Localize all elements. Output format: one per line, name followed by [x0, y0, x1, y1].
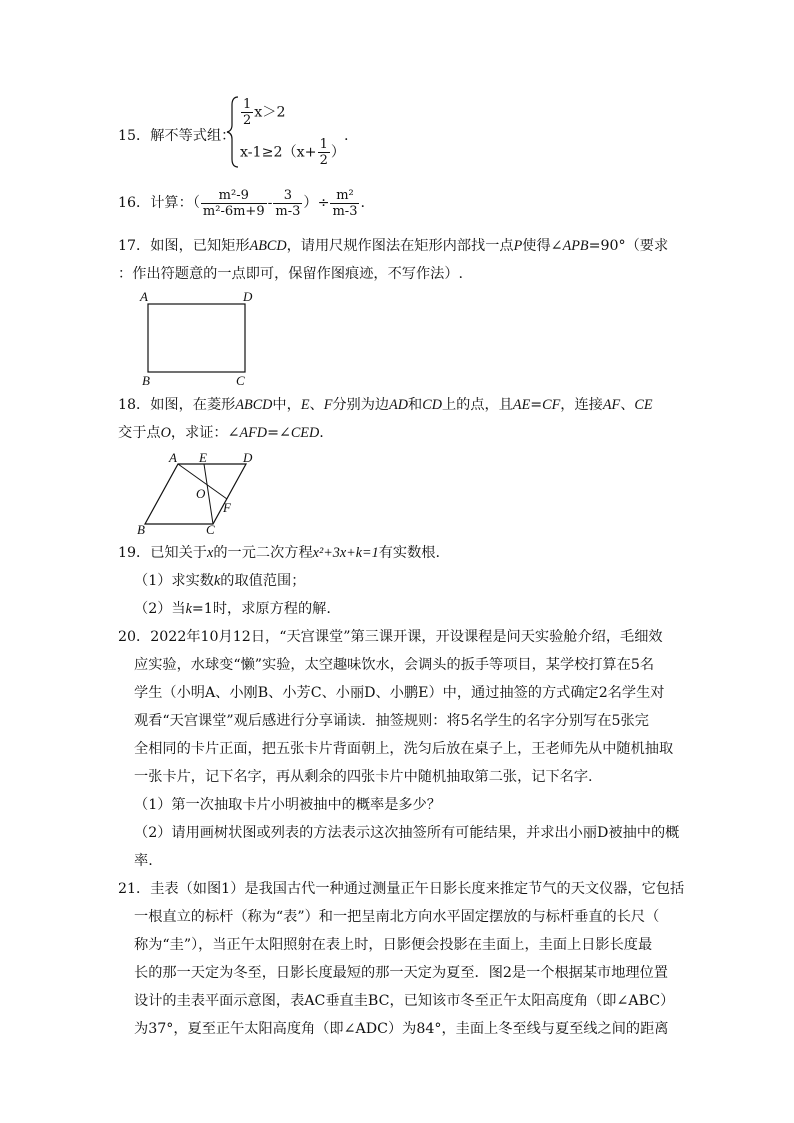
- q19-t5: 的取值范围；: [220, 573, 306, 589]
- q16-label: 16．计算：（: [118, 195, 200, 211]
- q19-eq: x²+3x+k=1: [312, 545, 379, 561]
- q15-row1-num: 1: [243, 97, 252, 112]
- q20-sub-2: （2）请用画树状图或列表的方法表示这次抽签所有可能结果，并求出小丽D被抽中的概: [134, 825, 680, 841]
- label-c: C: [236, 373, 245, 388]
- label-c: C: [206, 522, 215, 537]
- q16-end: .: [360, 195, 365, 211]
- q20-line-2: 应实验，水球变“懒”实验，太空趣味饮水，会调头的扳手等项目，某学校打算在5名: [134, 657, 655, 673]
- q17-line-1: [118, 236, 668, 256]
- q19-t7: =1时，求原方程的解.: [191, 601, 331, 617]
- q18-t5: 和: [408, 397, 423, 413]
- q20-line-3: 学生（小明A、小刚B、小芳C、小丽D、小鹏E）中，通过抽签的方式确定2名学生对: [134, 685, 665, 701]
- q18-t12: =∠: [267, 425, 291, 441]
- q19-t3: 有实数根.: [378, 545, 440, 561]
- q18-afd: AFD: [239, 425, 268, 441]
- q18-t7: =: [530, 397, 543, 413]
- q17-line-2: ：作出符题意的一点即可，保留作图痕迹，不写作法）.: [118, 266, 464, 282]
- q19-t6: （2）当: [134, 601, 186, 617]
- q15-row1-rest: x＞2: [254, 104, 286, 121]
- q17-text-d: =90°（要求: [588, 238, 669, 254]
- q15-row2: [240, 137, 345, 168]
- label-a: A: [169, 450, 177, 465]
- q21-line-3: 称为“圭”），当正午太阳照射在表上时，日影便会投影在圭面上，圭面上日影长度最: [134, 937, 653, 953]
- q17-apb: APB: [562, 238, 589, 254]
- q18-t4: 分别为边: [332, 397, 390, 413]
- q16-f1-den: m²-6m+9: [202, 203, 265, 219]
- q17-rectangle-figure: [135, 286, 260, 388]
- q18-e: E: [300, 397, 310, 413]
- q16-f1-num: m²-9: [201, 188, 267, 204]
- q18-f: F: [323, 397, 333, 413]
- q19-k: k: [213, 573, 221, 589]
- q16-f2-num: 3: [273, 188, 302, 204]
- q18-ae: AE: [512, 397, 531, 413]
- q19-t4: （1）求实数: [134, 573, 214, 589]
- q18-ad: AD: [389, 397, 409, 413]
- label-f: F: [223, 500, 231, 515]
- q15-row2-fraction: [318, 137, 330, 168]
- q17-text-a: 17．如图，已知矩形: [118, 238, 250, 254]
- q18-t2: 中，: [272, 397, 301, 413]
- q16-fraction-1: [201, 188, 267, 219]
- q19-k2: k: [185, 601, 192, 617]
- q19-sub-1: [134, 571, 305, 591]
- q15-row2-b: ）: [330, 144, 346, 161]
- q18-cd: CD: [422, 397, 442, 413]
- q19-sub-2: [134, 599, 331, 619]
- label-b: B: [142, 373, 150, 388]
- q15-brace: [226, 95, 240, 169]
- q18-line-2: [118, 423, 324, 443]
- q15-row2-den: 2: [319, 153, 328, 168]
- q18-rhombus-figure: [133, 446, 265, 538]
- q15-row1: [240, 97, 286, 128]
- q16-fraction-2: [273, 188, 302, 219]
- q19-line-1: [118, 543, 440, 563]
- q18-ced: CED: [290, 425, 320, 441]
- q18-t3: 、: [309, 397, 324, 413]
- q16-fraction-3: [330, 188, 359, 219]
- q15-row1-fraction: [241, 97, 253, 128]
- q18-cf: CF: [542, 397, 561, 413]
- label-e: E: [199, 450, 207, 465]
- label-d: D: [243, 450, 253, 465]
- label-o: O: [196, 486, 206, 501]
- q21-line-4: 长的那一天定为冬至，日影长度最短的那一天定为夏至．图2是一个根据某市地理位置: [134, 965, 668, 981]
- q16-f2-den: m-3: [275, 203, 301, 219]
- q20-sub-1: （1）第一次抽取卡片小明被抽中的概率是多少？: [134, 797, 441, 813]
- q16-f3-den: m-3: [332, 203, 358, 219]
- q18-af: AF: [602, 397, 621, 413]
- q20-line-6: 一张卡片，记下名字，再从剩余的四张卡片中随机抽取第二张，记下名字.: [134, 769, 593, 785]
- q19-x: x: [207, 545, 214, 561]
- q18-t8: ，连接: [560, 397, 603, 413]
- q21-line-2: 一根直立的标杆（称为“表”）和一把呈南北方向水平固定摆放的与标杆垂直的长尺（: [134, 909, 660, 925]
- q15-row1-den: 2: [243, 113, 252, 128]
- q15-row2-num: 1: [319, 137, 328, 152]
- q20-line-4: 观看“天宫课堂”观后感进行分享诵读．抽签规则：将5名学生的名字分别写在5张完: [134, 713, 649, 729]
- q21-line-5: 设计的圭表平面示意图，表AC垂直圭BC，已知该市冬至正午太阳高度角（即∠ABC）: [134, 993, 675, 1009]
- q18-line-1: [118, 395, 653, 415]
- label-a: A: [140, 289, 148, 304]
- q18-abcd: ABCD: [235, 397, 273, 413]
- q21-line-6: 为37°，夏至正午太阳高度角（即∠ADC）为84°，圭面上冬至线与夏至线之间的距离: [134, 1021, 669, 1037]
- q18-ce: CE: [634, 397, 653, 413]
- q18-t1: 18．如图，在菱形: [118, 397, 236, 413]
- q18-t10: 交于点: [118, 425, 161, 441]
- q18-t11: ，求证：∠: [170, 425, 240, 441]
- q15-row2-a: x-1≥2（x+: [240, 144, 317, 161]
- q15-label: 15．解不等式组：: [118, 128, 236, 144]
- q18-o: O: [160, 425, 171, 441]
- q21-line-1: 21．圭表（如图1）是我国古代一种通过测量正午日影长度来推定节气的天文仪器，它包括: [118, 881, 685, 897]
- q17-abcd: ABCD: [249, 238, 287, 254]
- q18-t6: 上的点，且: [441, 397, 513, 413]
- q17-text-b: ，请用尺规作图法在矩形内部找一点: [286, 238, 514, 254]
- rectangle-abcd: [148, 304, 245, 372]
- q20-sub-2-cont: 率.: [134, 853, 153, 869]
- q20-line-1: 20．2022年10月12日，“天宫课堂”第三课开课，开设课程是问天实验舱介绍，毛细效: [118, 629, 663, 645]
- q17-p: P: [513, 238, 523, 254]
- q17-text-c: 使得∠: [522, 238, 563, 254]
- q20-line-5: 全相同的卡片正面，把五张卡片背面朝上，洗匀后放在桌子上，王老师先从中随机抽取: [134, 741, 674, 757]
- q18-t9: 、: [620, 397, 635, 413]
- label-d: D: [243, 289, 253, 304]
- label-b: B: [137, 522, 145, 537]
- q19-t1: 19．已知关于: [118, 545, 207, 561]
- q18-t13: .: [319, 425, 324, 441]
- q19-t2: 的一元二次方程: [213, 545, 313, 561]
- question-16: [118, 186, 365, 220]
- q16-minus: -: [267, 195, 273, 211]
- q15-end: .: [344, 128, 349, 144]
- q16-mid: ）÷: [303, 195, 330, 211]
- q16-f3-num: m²: [330, 188, 359, 204]
